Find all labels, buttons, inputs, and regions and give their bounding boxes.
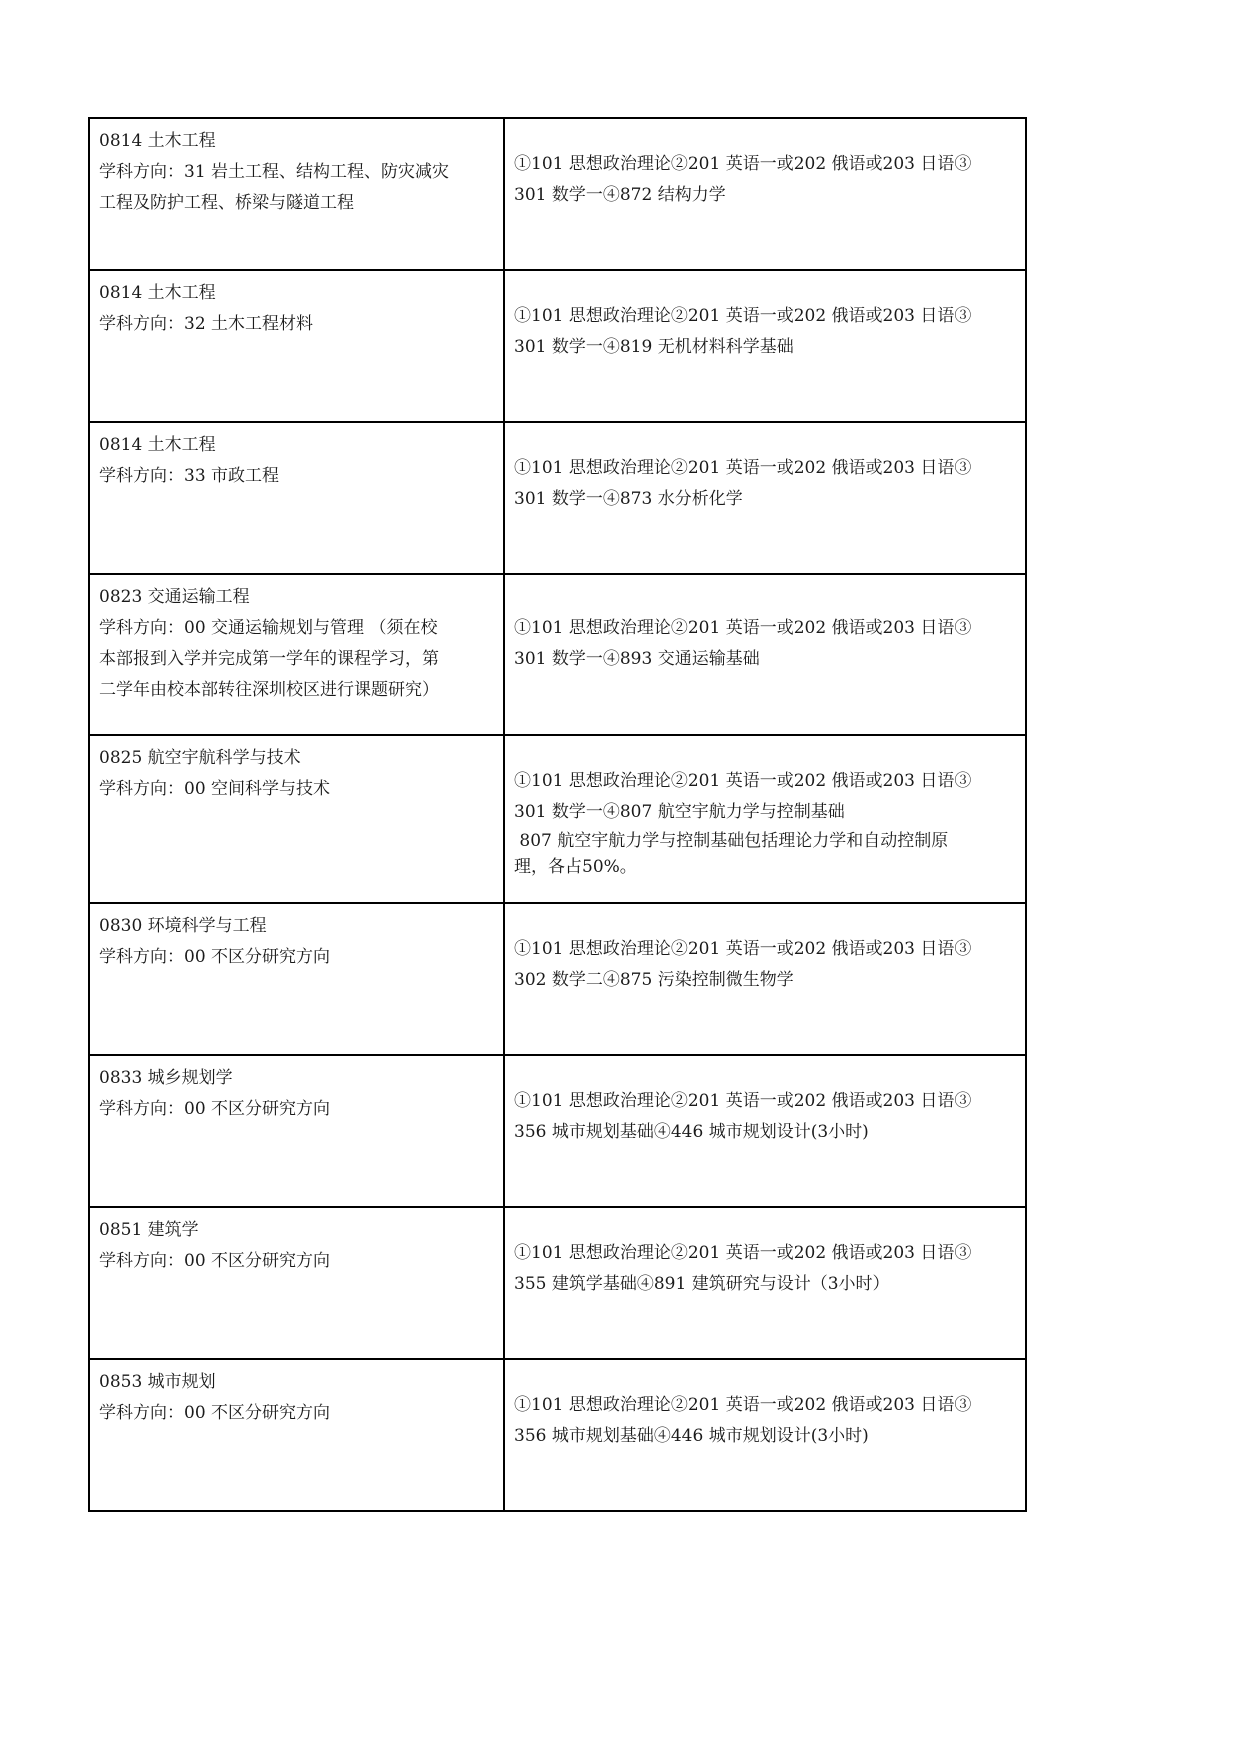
research-direction-line: 学科方向：00 不区分研究方向 [99,1099,331,1119]
table-row [89,270,1026,422]
program-cell [89,1055,504,1207]
program-cell [89,574,504,735]
table-row [89,422,1026,574]
table-row [89,574,1026,735]
research-direction-line: 学科方向：32 土木工程材料 [99,314,314,334]
program-cell [89,1207,504,1359]
research-direction-line: 工程及防护工程、桥梁与隧道工程 [99,193,354,213]
program-name: 0814 土木工程 [99,131,216,151]
program-cell [89,118,504,270]
program-name: 0825 航空宇航科学与技术 [99,748,301,768]
exam-subjects-cell [504,1207,1026,1359]
research-direction-line: 二学年由校本部转往深圳校区进行课题研究） [99,680,439,700]
exam-subjects-line: ①101 思想政治理论②201 英语一或202 俄语或203 日语③ [514,306,972,326]
program-name: 0814 土木工程 [99,283,216,303]
table-row [89,735,1026,903]
program-cell [89,903,504,1055]
exam-subjects-cell [504,903,1026,1055]
research-direction-line: 学科方向：33 市政工程 [99,466,280,486]
table-body [89,118,1026,1511]
program-name: 0830 环境科学与工程 [99,916,267,936]
exam-subjects-line: 301 数学一④893 交通运输基础 [514,649,760,669]
exam-subjects-line: 301 数学一④819 无机材料科学基础 [514,337,794,357]
exam-subjects-cell [504,735,1026,903]
exam-subjects-line: 356 城市规划基础④446 城市规划设计(3小时) [514,1122,869,1142]
exam-subjects-cell [504,574,1026,735]
table-row [89,118,1026,270]
exam-subjects-cell [504,118,1026,270]
exam-subjects-cell [504,422,1026,574]
exam-subjects-cell [504,270,1026,422]
exam-subjects-line: ①101 思想政治理论②201 英语一或202 俄语或203 日语③ [514,939,972,959]
program-cell [89,735,504,903]
research-direction-line: 学科方向：00 不区分研究方向 [99,1403,331,1423]
research-direction-line: 学科方向：00 不区分研究方向 [99,947,331,967]
table-row [89,903,1026,1055]
exam-subjects-line: ①101 思想政治理论②201 英语一或202 俄语或203 日语③ [514,618,972,638]
program-cell [89,270,504,422]
program-name: 0823 交通运输工程 [99,587,250,607]
table-row [89,1055,1026,1207]
exam-subjects-line: 301 数学一④807 航空宇航力学与控制基础 [514,802,845,822]
exam-subjects-line: 301 数学一④873 水分析化学 [514,489,743,509]
research-direction-line: 学科方向：00 不区分研究方向 [99,1251,331,1271]
research-direction-line: 学科方向：31 岩土工程、结构工程、防灾减灾 [99,162,450,182]
exam-subjects-line: ①101 思想政治理论②201 英语一或202 俄语或203 日语③ [514,458,972,478]
exam-subjects-line: 356 城市规划基础④446 城市规划设计(3小时) [514,1426,869,1446]
exam-note: 807 航空宇航力学与控制基础包括理论力学和自动控制原 理，各占50%。 [514,831,949,877]
exam-subjects-line: ①101 思想政治理论②201 英语一或202 俄语或203 日语③ [514,1395,972,1415]
program-name: 0853 城市规划 [99,1372,216,1392]
table-row [89,1207,1026,1359]
research-direction-line: 学科方向：00 交通运输规划与管理 （须在校 [99,618,438,638]
exam-subjects-line: 302 数学二④875 污染控制微生物学 [514,970,794,990]
program-name: 0851 建筑学 [99,1220,199,1240]
admission-table [88,117,1027,1512]
program-name: 0814 土木工程 [99,435,216,455]
exam-subjects-line: ①101 思想政治理论②201 英语一或202 俄语或203 日语③ [514,771,972,791]
exam-subjects-line: 355 建筑学基础④891 建筑研究与设计（3小时） [514,1274,890,1294]
program-cell [89,422,504,574]
exam-subjects-line: ①101 思想政治理论②201 英语一或202 俄语或203 日语③ [514,154,972,174]
exam-subjects-cell [504,1359,1026,1511]
exam-subjects-line: ①101 思想政治理论②201 英语一或202 俄语或203 日语③ [514,1091,972,1111]
research-direction-line: 学科方向：00 空间科学与技术 [99,779,331,799]
research-direction-line: 本部报到入学并完成第一学年的课程学习，第 [99,649,439,669]
program-cell [89,1359,504,1511]
program-name: 0833 城乡规划学 [99,1068,233,1088]
exam-subjects-cell [504,1055,1026,1207]
exam-subjects-line: ①101 思想政治理论②201 英语一或202 俄语或203 日语③ [514,1243,972,1263]
table-row [89,1359,1026,1511]
exam-subjects-line: 301 数学一④872 结构力学 [514,185,726,205]
